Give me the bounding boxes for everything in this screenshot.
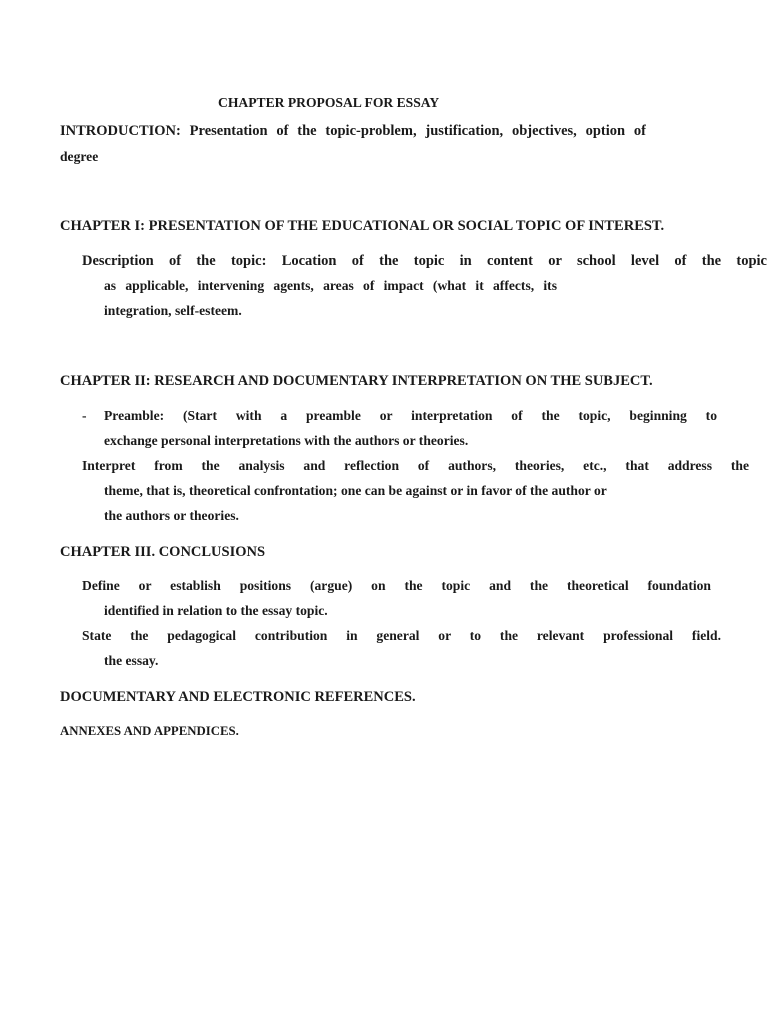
chapter-2-interpret-line-2: theme, that is, theoretical confrontation; one can be against or in favor of the author or (104, 483, 607, 498)
annexes-heading: ANNEXES AND APPENDICES. (60, 724, 239, 738)
chapter-1-description-line-2: as applicable, intervening agents, areas of impact (what it affects, its (104, 279, 557, 293)
chapter-3-define-line-1: Define or establish positions (argue) on the topic and the theoretical foundation (82, 579, 711, 593)
introduction-line-1: INTRODUCTION: Presentation of the topic-problem, justification, objectives, option of (60, 124, 646, 139)
chapter-2-preamble-line-2: exchange personal interpretations with the authors or theories. (104, 433, 469, 448)
bullet-dash: - (82, 408, 87, 423)
chapter-2-preamble-line-1: Preamble: (Start with a preamble or interpretation of the topic, beginning to (104, 409, 717, 423)
document-title: CHAPTER PROPOSAL FOR ESSAY (218, 95, 440, 110)
chapter-1-description-line-3: integration, self-esteem. (104, 303, 242, 318)
chapter-2-heading: CHAPTER II: RESEARCH AND DOCUMENTARY INTERPRETATION ON THE SUBJECT. (60, 373, 653, 389)
chapter-3-state-line-2: the essay. (104, 653, 159, 668)
chapter-3-heading: CHAPTER III. CONCLUSIONS (60, 544, 266, 560)
chapter-2-interpret-line-3: the authors or theories. (104, 508, 239, 523)
chapter-2-interpret-line-1: Interpret from the analysis and reflection of authors, theories, etc., that address the (82, 459, 749, 473)
chapter-3-define-line-2: identified in relation to the essay topic. (104, 603, 328, 618)
references-heading: DOCUMENTARY AND ELECTRONIC REFERENCES. (60, 689, 416, 705)
chapter-1-heading: CHAPTER I: PRESENTATION OF THE EDUCATIONAL OR SOCIAL TOPIC OF INTEREST. (60, 218, 665, 234)
chapter-1-description-line-1: Description of the topic: Location of the topic in content or school level of the topic (82, 254, 767, 269)
introduction-line-2: degree (60, 149, 99, 164)
chapter-3-state-line-1: State the pedagogical contribution in general or to the relevant professional field. (82, 629, 721, 643)
